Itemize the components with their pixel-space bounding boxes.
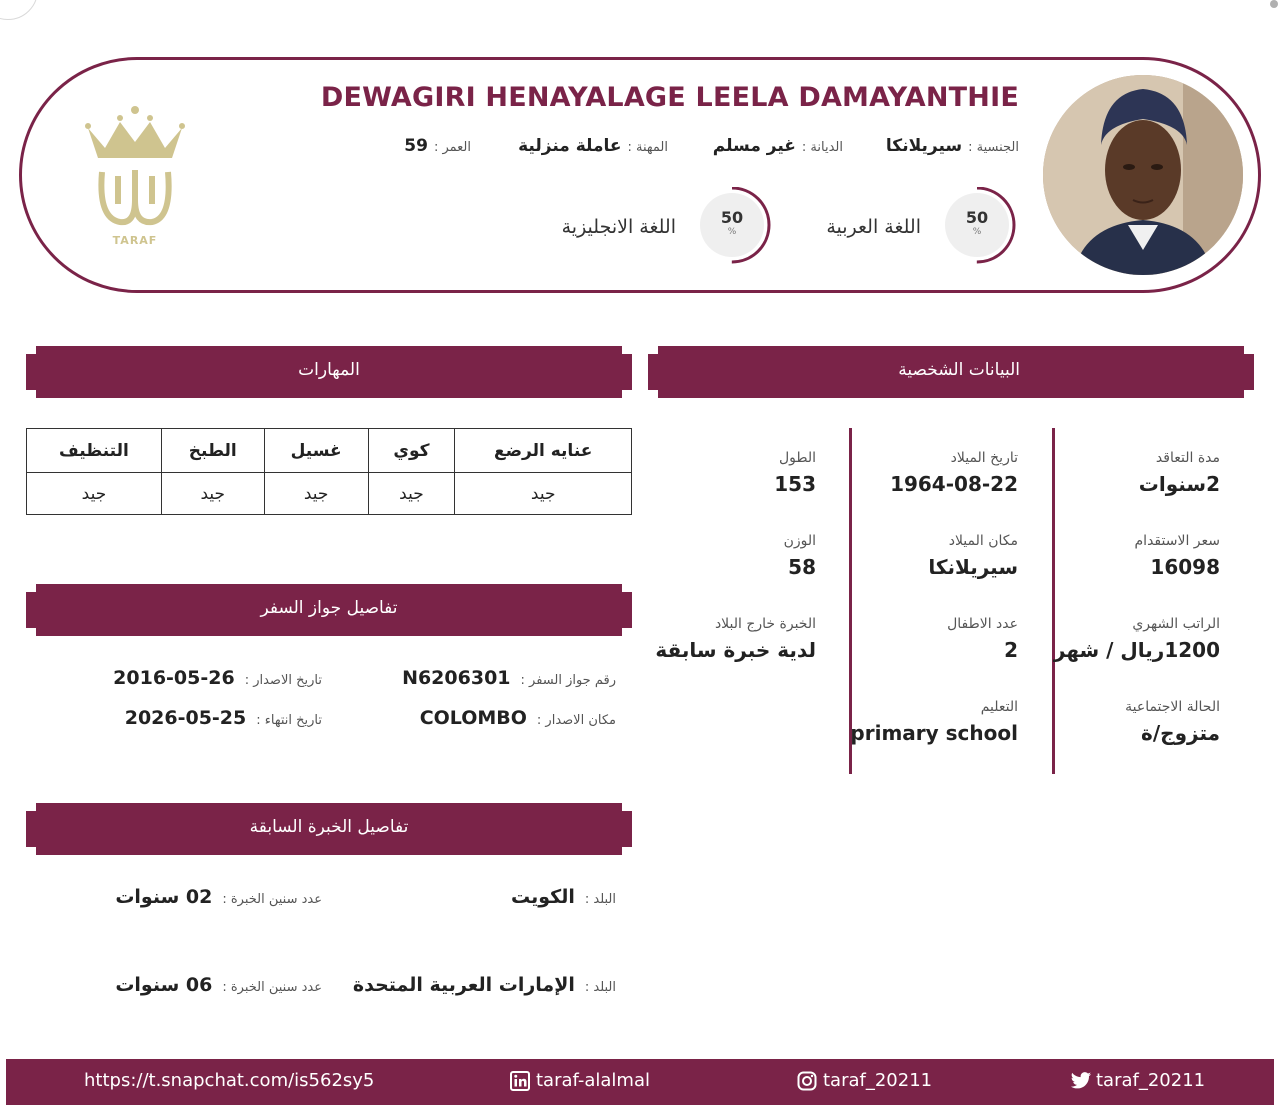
age-value: 59: [404, 136, 428, 156]
dob-field: [890, 450, 1018, 496]
cost-field: [1135, 533, 1220, 579]
experience-years-value: 06 سنوات: [115, 974, 213, 996]
children-field: [947, 616, 1018, 662]
english-level-value: 50: [720, 208, 744, 227]
experience-country-field: [353, 974, 616, 996]
skills-value-row: [27, 473, 632, 515]
arabic-language-label: اللغة العربية: [826, 216, 921, 238]
footer-bar: [6, 1059, 1274, 1105]
instagram-handle[interactable]: taraf_20211: [823, 1070, 933, 1091]
age-field: [404, 136, 471, 156]
personal-column-2: [818, 428, 1018, 774]
skill-value: جيد: [368, 473, 455, 515]
english-progress-ring: [694, 187, 774, 267]
skill-header: غسيل: [264, 429, 368, 473]
english-language-level: [562, 187, 774, 267]
skill-header: الطبخ: [161, 429, 264, 473]
job-field: [518, 136, 668, 156]
experience-years-field: [115, 886, 322, 908]
abroad-experience-field: [655, 616, 816, 662]
arabic-level-unit: %: [972, 227, 982, 237]
job-label: المهنة :: [627, 140, 668, 155]
pob-field: [928, 533, 1018, 579]
expiry-date-field: [125, 707, 322, 729]
height-field: [774, 450, 816, 496]
skill-header: التنظيف: [27, 429, 162, 473]
taraf-logo: [80, 100, 190, 250]
arabic-progress-ring: [939, 187, 1019, 267]
corner-decoration: [0, 0, 38, 20]
abroad-experience-value: لدية خبرة سابقة: [655, 638, 816, 662]
experience-years-label: عدد سنين الخبرة :: [222, 892, 322, 907]
linkedin-handle[interactable]: taraf-alalmal: [536, 1070, 650, 1091]
twitter-link[interactable]: [1070, 1070, 1205, 1091]
height-value: 153: [774, 472, 816, 496]
english-language-label: اللغة الانجليزية: [561, 216, 676, 238]
passport-section-header: [26, 584, 632, 636]
height-label: الطول: [778, 450, 816, 466]
skill-value: جيد: [27, 473, 162, 515]
experience-years-value: 02 سنوات: [115, 886, 213, 908]
dob-value: 1964-08-22: [890, 472, 1018, 496]
abroad-experience-label: الخبرة خارج البلاد: [714, 616, 816, 632]
issue-date-field: [113, 667, 322, 689]
skill-value: جيد: [161, 473, 264, 515]
passport-number-label: رقم جواز السفر :: [520, 673, 616, 688]
expiry-date-label: تاريخ انتهاء :: [256, 713, 322, 728]
issue-date-value: 2016-05-26: [113, 667, 235, 689]
personal-section-title: البيانات الشخصية: [898, 360, 1020, 380]
age-label: العمر :: [433, 140, 471, 155]
experience-country-label: البلد :: [584, 980, 616, 995]
salary-field: [1054, 616, 1220, 662]
logo-text: TARAF: [112, 234, 158, 247]
nationality-label: الجنسية :: [968, 140, 1019, 155]
experience-years-field: [115, 974, 322, 996]
skills-header-row: [27, 429, 632, 473]
religion-value: غير مسلم: [712, 136, 796, 156]
skills-section-title: المهارات: [298, 360, 360, 380]
salary-label: الراتب الشهري: [1132, 616, 1220, 632]
issue-place-label: مكان الاصدار :: [536, 713, 616, 728]
snapchat-link[interactable]: [84, 1070, 374, 1091]
skills-section-header: [26, 346, 632, 398]
weight-value: 58: [788, 555, 816, 579]
marital-label: الحالة الاجتماعية: [1125, 699, 1220, 715]
scroll-indicator-dot: [1270, 0, 1278, 8]
passport-number-field: [402, 667, 616, 689]
experience-country-value: الإمارات العربية المتحدة: [352, 974, 575, 996]
marital-value: متزوج/ة: [1141, 721, 1220, 745]
profile-info-row: [299, 136, 1019, 166]
arabic-level-value: 50: [965, 208, 989, 227]
issue-place-value: COLOMBO: [419, 707, 527, 729]
education-value: primary school: [850, 721, 1018, 745]
job-value: عاملة منزلية: [518, 136, 622, 156]
pob-label: مكان الميلاد: [948, 533, 1018, 549]
experience-country-value: الكويت: [511, 886, 575, 908]
skills-table: [26, 428, 632, 515]
experience-country-field: [511, 886, 616, 908]
nationality-value: سيريلانكا: [885, 136, 963, 156]
skill-header: عنايه الرضع: [455, 429, 632, 473]
linkedin-link[interactable]: [510, 1070, 650, 1091]
children-label: عدد الاطفال: [947, 616, 1018, 632]
instagram-icon: [797, 1071, 817, 1091]
worker-photo: [1043, 75, 1243, 275]
experience-section-header: [26, 803, 632, 855]
arabic-language-level: [826, 187, 1019, 267]
experience-country-label: البلد :: [584, 892, 616, 907]
contract-label: مدة التعاقد: [1155, 450, 1220, 466]
education-label: التعليم: [980, 699, 1018, 715]
nationality-field: [886, 136, 1019, 156]
skill-header: كوي: [368, 429, 455, 473]
experience-section-title: تفاصيل الخبرة السابقة: [249, 817, 409, 837]
linkedin-icon: [510, 1071, 530, 1091]
religion-label: الديانة :: [801, 140, 843, 155]
cost-label: سعر الاستقدام: [1134, 533, 1220, 549]
english-level-unit: %: [727, 227, 737, 237]
contract-value: 2سنوات: [1138, 472, 1220, 496]
children-value: 2: [1004, 638, 1018, 662]
worker-name: DEWAGIRI HENAYALAGE LEELA DAMAYANTHIE: [320, 82, 1019, 113]
personal-column-3: [616, 428, 816, 774]
twitter-handle[interactable]: taraf_20211: [1096, 1070, 1206, 1091]
contract-field: [1139, 450, 1220, 496]
cost-value: 16098: [1150, 555, 1220, 579]
marital-field: [1125, 699, 1220, 745]
education-field: [850, 699, 1018, 745]
skill-value: جيد: [455, 473, 632, 515]
pob-value: سيريلانكا: [928, 555, 1018, 579]
personal-section-header: [648, 346, 1254, 398]
salary-value: 1200ريال / شهر: [1053, 638, 1220, 662]
snapchat-url[interactable]: https://t.snapchat.com/is562sy5: [84, 1070, 375, 1091]
weight-field: [784, 533, 816, 579]
weight-label: الوزن: [783, 533, 816, 549]
experience-years-label: عدد سنين الخبرة :: [222, 980, 322, 995]
dob-label: تاريخ الميلاد: [950, 450, 1018, 466]
skill-value: جيد: [264, 473, 368, 515]
expiry-date-value: 2026-05-25: [124, 707, 247, 729]
issue-date-label: تاريخ الاصدار :: [244, 673, 322, 688]
issue-place-field: [420, 707, 616, 729]
passport-section-title: تفاصيل جواز السفر: [260, 598, 398, 618]
religion-field: [713, 136, 843, 156]
passport-number-value: N6206301: [402, 667, 511, 689]
instagram-link[interactable]: [797, 1070, 932, 1091]
twitter-icon: [1070, 1071, 1090, 1091]
personal-column-1: [1020, 428, 1220, 774]
